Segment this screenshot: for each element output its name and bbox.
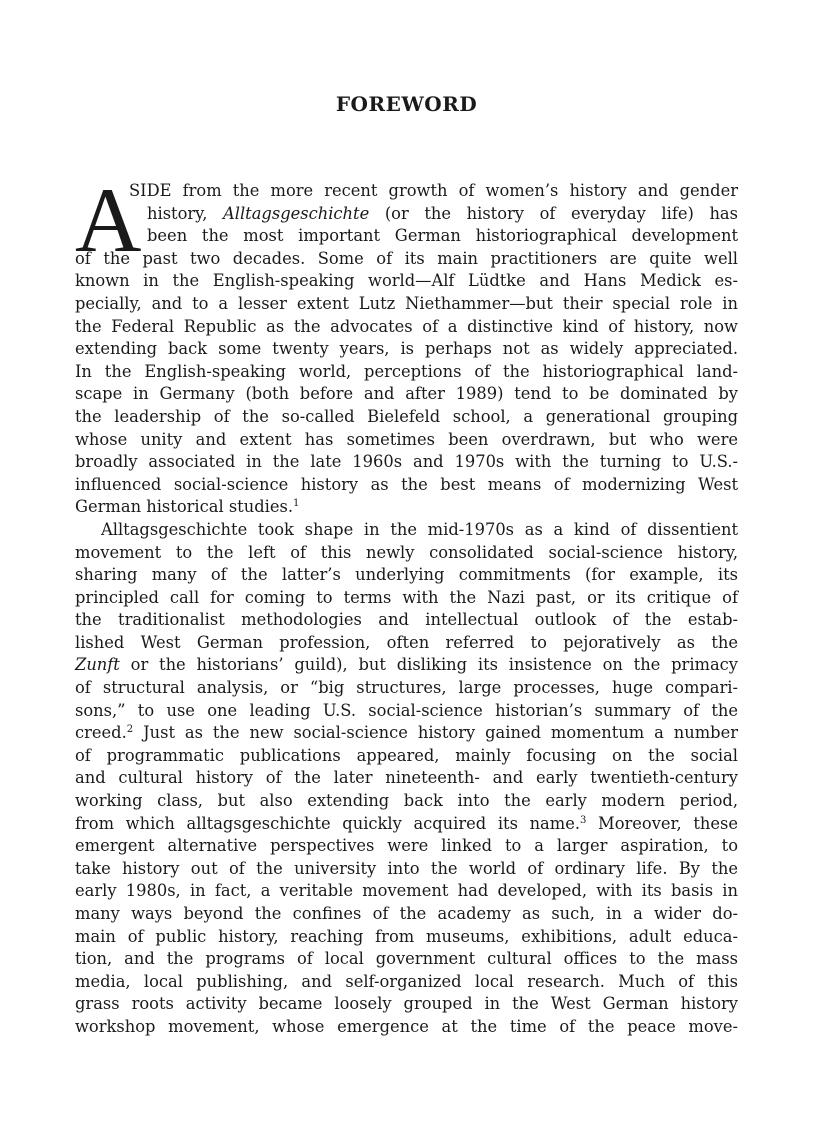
text-line: In the English-speaking world, perceptions of the historiographical land- [75,361,738,381]
text-line: influenced social-science history as the best means of modernizing West [75,474,738,494]
text-line: main of public history, reaching from museums, exhibitions, adult educa- [75,926,738,946]
text-line: whose unity and extent has sometimes been overdrawn, but who were [75,429,738,449]
text-line: principled call for coming to terms with the Nazi past, or its critique of [75,587,738,607]
text-line: and cultural history of the later nineteenth- and early twentieth-century [75,768,738,788]
text-line: creed.$^2$ Just as the new social-science history gained momentum a number [75,723,738,743]
text-line: scape in Germany (both before and after 1989) tend to be dominated by [75,384,738,404]
text-line: pecially, and to a lesser extent Lutz Niethammer—but their special role in [75,293,738,313]
drop-cap: A [75,169,142,271]
text-line: many ways beyond the confines of the academy as such, in a wider do- [75,904,738,923]
text-line: the Federal Republic as the advocates of a distinctive kind of history, now [75,316,738,336]
text-line: sharing many of the latter’s underlying commitments (for example, its [75,565,738,585]
text-line: the traditionalist methodologies and intellectual outlook of the estab- [75,610,738,630]
text-line: of structural analysis, or “big structures, large processes, huge compari- [75,678,738,698]
text-line: Alltagsgeschichte took shape in the mid-1970s as a kind of dissentient [101,519,738,539]
italic-term: Alltagsgeschichte [223,203,370,223]
text-line: media, local publishing, and self-organized local research. Much of this [75,971,738,991]
text-line: tion, and the programs of local government cultural offices to the mass [75,949,738,969]
footnote-ref[interactable]: 2 [126,724,134,736]
text-line: of the past two decades. Some of its main practitioners are quite well [75,248,738,268]
text-line: lished West German profession, often referred to pejoratively as the [75,632,738,652]
text-line: sons,” to use one leading U.S. social-science historian’s summary of the [75,700,738,720]
paragraph-2 [75,519,738,1039]
text-line: history, Alltagsgeschichte (or the history of everyday life) has [147,203,738,223]
text-line: known in the English-speaking world—Alf Lüdtke and Hans Medick es- [75,271,738,291]
text-line: German historical studies.$^1$ [75,497,300,517]
text-line: from which alltagsgeschichte quickly acquired its name.$^3$ Moreover, these [75,813,739,833]
text-line: take history out of the university into the world of ordinary life. By the [75,858,738,878]
page-title: FOREWORD [335,92,478,116]
text-line: movement to the left of this newly consolidated social-science history, [75,542,738,562]
text-line: early 1980s, in fact, a veritable movement had developed, with its basis in [75,881,738,901]
footnote-ref[interactable]: 1 [293,498,300,510]
text-line: Zunft or the historians’ guild), but disliking its insistence on the primacy [75,655,738,675]
text-line: emergent alternative perspectives were linked to a larger aspiration, to [75,836,738,856]
text-line: been the most important German historiographical development [147,226,738,246]
text-line: broadly associated in the late 1960s and 1970s with the turning to U.S.- [75,452,738,472]
text-line: of programmatic publications appeared, mainly focusing on the social [75,745,738,765]
text-line: the leadership of the so-called Bielefeld school, a generational grouping [75,406,738,426]
text-line: workshop movement, whose emergence at the time of the peace move- [75,1016,738,1036]
footnote-ref[interactable]: 3 [580,814,587,826]
text-line: working class, but also extending back into the early modern period, [75,791,738,811]
text-line: grass roots activity became loosely grouped in the West German history [75,994,738,1014]
paragraph-1 [75,169,738,519]
body-text [75,169,739,1039]
text-line: extending back some twenty years, is perhaps not as widely appreciated. [75,339,738,359]
italic-term: Zunft [75,655,120,675]
text-line: SIDE from the more recent growth of women’s history and gender [129,181,738,200]
